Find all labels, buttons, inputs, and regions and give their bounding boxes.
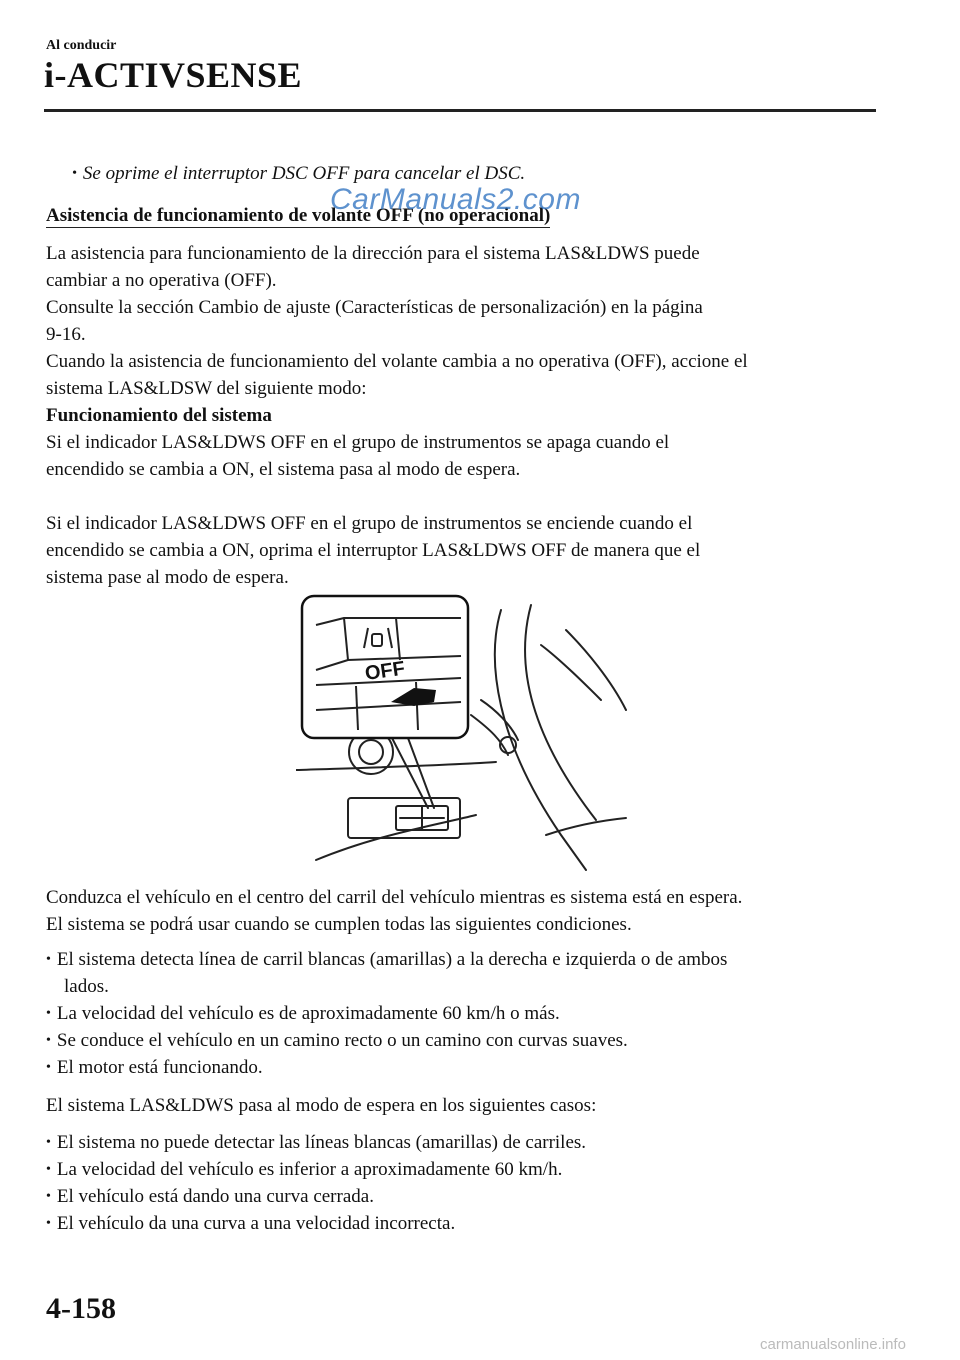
bullet-dot: • xyxy=(72,166,77,181)
para5: El sistema LAS&LDWS pasa al modo de espera en los siguientes casos: xyxy=(46,1095,597,1116)
para1-line2: cambiar a no operativa (OFF). xyxy=(46,270,277,291)
bullet-dot: • xyxy=(46,952,51,967)
bullet-dot: • xyxy=(46,1162,51,1177)
condition-item-cont: lados. xyxy=(64,976,109,997)
figure-off-label: OFF xyxy=(363,657,407,685)
bullet-dot: • xyxy=(46,1060,51,1075)
bullet-dot: • xyxy=(46,1189,51,1204)
condition-item: • Se conduce el vehículo en un camino recto o un camino con curvas suaves. xyxy=(46,1030,628,1051)
bullet-dot: • xyxy=(46,1135,51,1150)
para3-line2: encendido se cambia a ON, oprima el interruptor LAS&LDWS OFF de manera que el xyxy=(46,540,701,561)
chapter-title: i-ACTIVSENSE xyxy=(44,55,303,95)
standby-case-item: • El sistema no puede detectar las líneas blancas (amarillas) de carriles. xyxy=(46,1132,587,1153)
switch-illustration xyxy=(296,590,630,872)
para1-line1: La asistencia para funcionamiento de la dirección para el sistema LAS&LDWS puede xyxy=(46,243,700,264)
para4-line1: Conduzca el vehículo en el centro del carril del vehículo mientras es sistema está en espera. xyxy=(46,887,743,908)
condition-item: • El motor está funcionando. xyxy=(46,1057,263,1078)
header-rule xyxy=(44,109,876,112)
condition-item: • El sistema detecta línea de carril blancas (amarillas) a la derecha e izquierda o de ambos xyxy=(46,949,728,970)
standby-case-item: • El vehículo está dando una curva cerrada. xyxy=(46,1186,374,1207)
para1-line5: Cuando la asistencia de funcionamiento del volante cambia a no operativa (OFF), accione el xyxy=(46,351,748,372)
bullet-dot: • xyxy=(46,1033,51,1048)
para3-line3: sistema pase al modo de espera. xyxy=(46,567,289,588)
para1-line3: Consulte la sección Cambio de ajuste (Características de personalización) en la página xyxy=(46,297,703,318)
standby-case-item: • El vehículo da una curva a una velocidad incorrecta. xyxy=(46,1213,456,1234)
para2-line1: Si el indicador LAS&LDWS OFF en el grupo de instrumentos se apaga cuando el xyxy=(46,432,670,453)
para3-line1: Si el indicador LAS&LDWS OFF en el grupo de instrumentos se enciende cuando el xyxy=(46,513,693,534)
bullet-dot: • xyxy=(46,1216,51,1231)
para1-line4: 9-16. xyxy=(46,324,86,345)
steering-wheel-rim xyxy=(495,610,586,870)
para1-line6: sistema LAS&LDSW del siguiente modo: xyxy=(46,378,367,399)
para2-line2: encendido se cambia a ON, el sistema pasa al modo de espera. xyxy=(46,459,521,480)
heading-steering-off: Asistencia de funcionamiento de volante OFF (no operacional) xyxy=(46,205,551,226)
watermark: CarManuals2.com xyxy=(330,183,581,216)
standby-case-item: • La velocidad del vehículo es inferior a aproximadamente 60 km/h. xyxy=(46,1159,563,1180)
bullet-dsc: • Se oprime el interruptor DSC OFF para cancelar el DSC. xyxy=(72,163,526,184)
page-number: 4-158 xyxy=(46,1292,116,1325)
footer-site-mark: carmanualsonline.info xyxy=(760,1336,906,1353)
para4-line2: El sistema se podrá usar cuando se cumplen todas las siguientes condiciones. xyxy=(46,914,632,935)
bullet-dot: • xyxy=(46,1006,51,1021)
heading-system-operation: Funcionamiento del sistema xyxy=(46,405,272,426)
section-label: Al conducir xyxy=(46,38,117,53)
condition-item: • La velocidad del vehículo es de aproximadamente 60 km/h o más. xyxy=(46,1003,560,1024)
